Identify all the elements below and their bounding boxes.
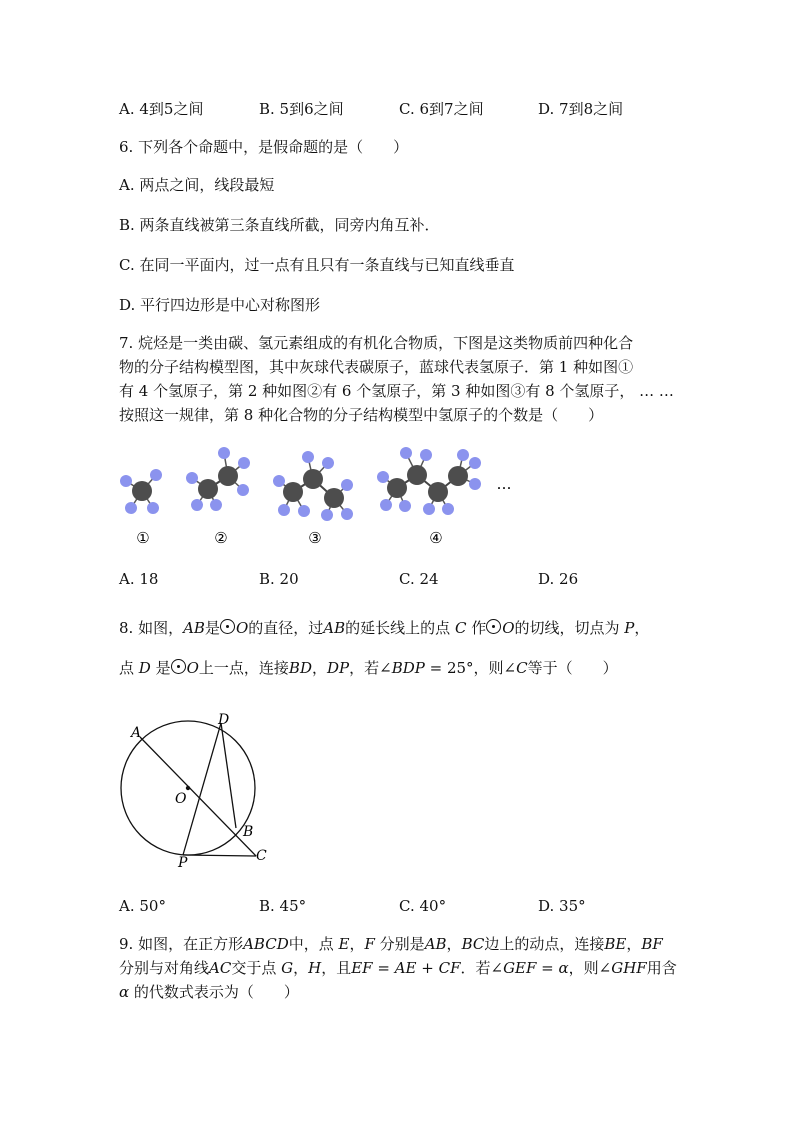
q7-option-b: B. 20 (259, 570, 299, 588)
molecule-label-2: ② (214, 529, 228, 547)
q5-option-b: B. 5到6之间 (259, 100, 344, 118)
hydrogen-atom (237, 484, 249, 496)
q6-option-d: D. 平行四边形是中心对称图形 (119, 296, 321, 314)
carbon-atom (387, 478, 407, 498)
molecule-label-3: ③ (308, 529, 322, 547)
q9-line-2: 分别与对角线AC交于点 G，H，且EF = AE + CF．若∠GEF = α，则∠GHF用含 (119, 959, 677, 977)
hydrogen-atom (150, 469, 162, 481)
hydrogen-atom (147, 502, 159, 514)
carbon-atom (428, 482, 448, 502)
hydrogen-atom (469, 478, 481, 490)
hydrogen-atom (399, 500, 411, 512)
hydrogen-atom (238, 457, 250, 469)
q7-option-a: A. 18 (119, 570, 159, 588)
q8-option-b: B. 45° (259, 897, 307, 915)
molecule-label-4: ④ (429, 529, 443, 547)
molecule-ellipsis: … (496, 475, 512, 493)
hydrogen-atom (218, 447, 230, 459)
q7-option-c: C. 24 (399, 570, 439, 588)
carbon-atom (218, 466, 238, 486)
circle-tangent-figure (110, 705, 280, 875)
q6-stem: 6. 下列各个命题中，是假命题的是（ ） (119, 138, 409, 156)
hydrogen-atom (420, 449, 432, 461)
point-o-label: O (175, 791, 187, 807)
q8-line-2: 点 D 是 O上一点，连接BD，DP，若∠BDP = 25°，则∠C等于（ ） (119, 659, 618, 677)
circle-dot-icon (220, 619, 235, 634)
hydrogen-atom (120, 475, 132, 487)
hydrogen-atom (442, 503, 454, 515)
point-c-label: C (256, 848, 267, 864)
molecule-figure (110, 440, 530, 550)
q8-option-c: C. 40° (399, 897, 447, 915)
hydrogen-atom (191, 499, 203, 511)
molecule-1 (120, 469, 162, 514)
q9-line-1: 9. 如图，在正方形ABCD中，点 E，F 分别是AB，BC边上的动点，连接BE，BF (119, 935, 663, 953)
q7-option-d: D. 26 (538, 570, 579, 588)
q7-line-4: 按照这一规律，第 8 种化合物的分子结构模型中氢原子的个数是（ ） (119, 406, 604, 424)
hydrogen-atom (469, 457, 481, 469)
hydrogen-atom (423, 503, 435, 515)
q9-line-3: α 的代数式表示为（ ） (119, 983, 299, 1001)
hydrogen-atom (321, 509, 333, 521)
hydrogen-atom (341, 479, 353, 491)
hydrogen-atom (400, 447, 412, 459)
carbon-atom (407, 465, 427, 485)
point-p-label: P (178, 855, 188, 871)
carbon-atom (132, 481, 152, 501)
molecule-4 (377, 447, 481, 515)
circle-dot-icon (171, 659, 186, 674)
hydrogen-atom (210, 499, 222, 511)
hydrogen-atom (377, 471, 389, 483)
molecule-label-1: ① (136, 529, 150, 547)
q8-option-a: A. 50° (119, 897, 166, 915)
molecule-3 (273, 451, 353, 521)
carbon-atom (448, 466, 468, 486)
carbon-atom (303, 469, 323, 489)
q7-line-3: 有 4 个氢原子，第 2 种如图②有 6 个氢原子，第 3 种如图③有 8 个氢原子， … … (119, 382, 674, 400)
hydrogen-atom (302, 451, 314, 463)
hydrogen-atom (341, 508, 353, 520)
q6-option-b: B. 两条直线被第三条直线所截，同旁内角互补． (119, 216, 440, 234)
q5-option-c: C. 6到7之间 (399, 100, 484, 118)
molecule-2 (186, 447, 250, 511)
hydrogen-atom (322, 457, 334, 469)
hydrogen-atom (278, 504, 290, 516)
carbon-atom (198, 479, 218, 499)
point-b-label: B (243, 824, 254, 840)
q6-option-a: A. 两点之间，线段最短 (119, 176, 275, 194)
q6-option-c: C. 在同一平面内，过一点有且只有一条直线与已知直线垂直 (119, 256, 515, 274)
hydrogen-atom (186, 472, 198, 484)
carbon-atom (283, 482, 303, 502)
circle-dot-icon (486, 619, 501, 634)
hydrogen-atom (125, 502, 137, 514)
q8-option-d: D. 35° (538, 897, 586, 915)
point-d-label: D (218, 712, 230, 728)
hydrogen-atom (273, 475, 285, 487)
hydrogen-atom (298, 505, 310, 517)
q5-option-a: A. 4到5之间 (119, 100, 204, 118)
q5-option-d: D. 7到8之间 (538, 100, 624, 118)
q8-line-1: 8. 如图，AB是 O的直径，过AB的延长线上的点 C 作 O的切线，切点为 P， (119, 619, 650, 637)
hydrogen-atom (457, 449, 469, 461)
hydrogen-atom (380, 499, 392, 511)
point-a-label: A (131, 725, 142, 741)
q7-line-1: 7. 烷烃是一类由碳、氢元素组成的有机化合物质，下图是这类物质前四种化合 (119, 334, 634, 352)
carbon-atom (324, 488, 344, 508)
q7-line-2: 物的分子结构模型图，其中灰球代表碳原子，蓝球代表氢原子．第 1 种如图① (119, 358, 634, 376)
